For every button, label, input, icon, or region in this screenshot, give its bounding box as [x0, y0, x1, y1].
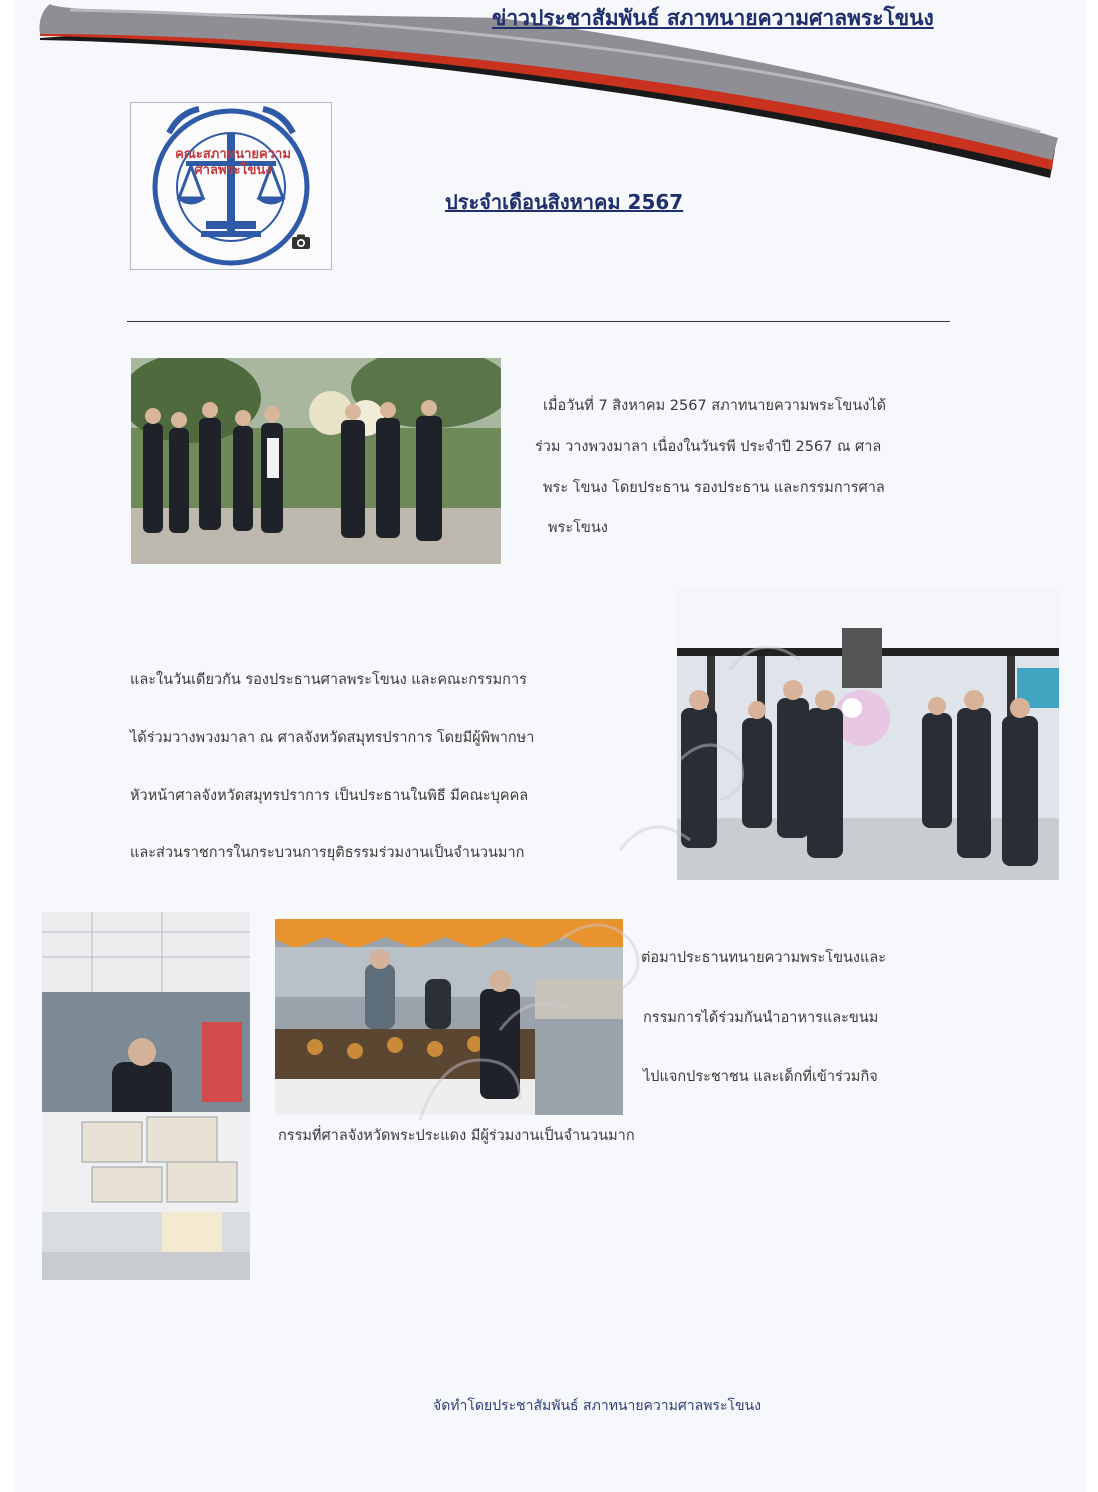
section-3-line-2: กรรมการได้ร่วมกันนำอาหารและขนม: [643, 1010, 879, 1026]
newsletter-title: ข่าวประชาสัมพันธ์ สภาทนายความศาลพระโขนง: [492, 6, 934, 30]
logo-label: [153, 147, 313, 179]
section-1-line-3: พระ โขนง โดยประธาน รองประธาน และกรรมการศาล: [543, 480, 885, 496]
logo-text-top: คณะสภาทนายความ: [175, 147, 291, 162]
issue-month-subtitle: ประจำเดือนสิงหาคม 2567: [445, 190, 684, 214]
section-3-line-1: ต่อมาประธานทนายความพระโขนงและ: [641, 950, 887, 966]
section-3-text: [641, 946, 941, 1096]
section-2-line-2: ได้ร่วมวางพวงมาลา ณ ศาลจังหวัดสมุทรปราการ โดยมีผู้พิพากษา: [130, 730, 535, 746]
section-1-text: [535, 394, 963, 544]
photo-wreath-ceremony-outdoor: [131, 358, 501, 564]
section-divider: [127, 321, 950, 322]
section-1-line-4: พระโขนง: [548, 520, 608, 536]
section-3-line-3: ไปแจกประชาชน และเด็กที่เข้าร่วมกิจ: [643, 1069, 878, 1085]
section-2-line-3: หัวหน้าศาลจังหวัดสมุทรปราการ เป็นประธานในพิธี มีคณะบุคคล: [130, 788, 529, 804]
photo-food-table-indoor: [42, 912, 250, 1280]
camera-icon: [291, 234, 311, 250]
section-2-text: [130, 668, 610, 868]
section-2-line-1: และในวันเดียวกัน รองประธานศาลพระโขนง และคณะกรรมการ: [130, 672, 527, 688]
photo-memorial-hall-group: [677, 588, 1059, 880]
section-2-line-4: และส่วนราชการในกระบวนการยุติธรรมร่วมงานเป็นจำนวนมาก: [130, 845, 525, 861]
section-1-line-2: ร่วม วางพวงมาลา เนื่องในวันรพี ประจำปี 2567 ณ ศาล: [535, 439, 882, 455]
photo-food-distribution-tent: [275, 919, 623, 1115]
logo-text-mid: ศาลพระโขนง: [194, 163, 272, 178]
section-1-line-1: เมื่อวันที่ 7 สิงหาคม 2567 สภาทนายความพระโขนงได้: [543, 398, 887, 414]
section-3-tail-text: [278, 1124, 698, 1146]
section-3-tail-line: กรรมที่ศาลจังหวัดพระประแดง มีผู้ร่วมงานเป็นจำนวนมาก: [278, 1128, 635, 1144]
footer-credit: จัดทำโดยประชาสัมพันธ์ สภาทนายความศาลพระโขนง: [433, 1398, 761, 1414]
